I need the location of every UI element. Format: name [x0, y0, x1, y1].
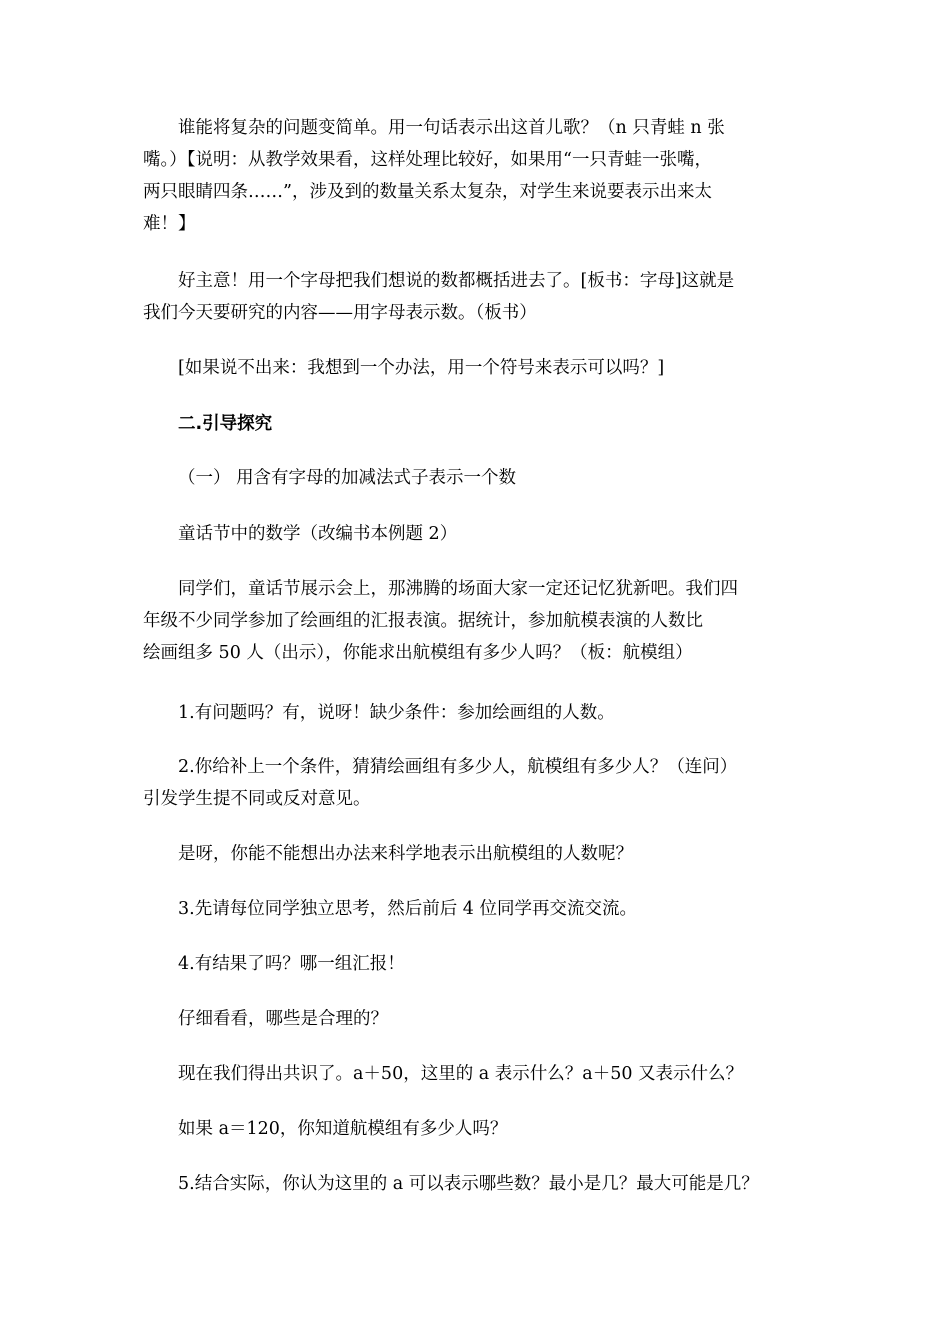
text-line: 4.有结果了吗？哪一组汇报！: [178, 954, 405, 974]
paragraph-good-idea: [143, 265, 813, 329]
text-line: 嘴。）【说明：从教学效果看，这样处理比较好，如果用“一只青蛙一张嘴，: [143, 150, 712, 170]
text-line: 年级不少同学参加了绘画组的汇报表演。据统计，参加航模表演的人数比: [143, 611, 703, 631]
text-line: 1.有问题吗？有，说呀！缺少条件：参加绘画组的人数。: [178, 703, 615, 723]
text-line: 5.结合实际，你认为这里的 a 可以表示哪些数？最小是几？最大可能是几？: [178, 1174, 759, 1194]
paragraph-if-a: [143, 1113, 813, 1145]
paragraph-step-3: [143, 893, 813, 925]
paragraph-look: [143, 1003, 813, 1035]
paragraph-consensus: [143, 1058, 813, 1090]
text-line: 难！】: [143, 214, 196, 234]
text-line: [如果说不出来：我想到一个办法，用一个符号来表示可以吗？]: [178, 358, 665, 378]
text-line: 童话节中的数学（改编书本例题 2）: [178, 524, 458, 544]
paragraph-fallback: [143, 352, 813, 384]
text-line: 仔细看看，哪些是合理的？: [178, 1009, 388, 1029]
text-line: 两只眼睛四条……”，涉及到的数量关系太复杂，对学生来说要表示出来太: [143, 182, 712, 202]
text-line: 如果 a＝120，你知道航模组有多少人吗？: [178, 1119, 508, 1139]
paragraph-question: [143, 838, 813, 870]
text-line: 3.先请每位同学独立思考，然后前后 4 位同学再交流交流。: [178, 899, 637, 919]
text-line: 2.你给补上一个条件，猜猜绘画组有多少人，航模组有多少人？（连问）: [178, 757, 738, 777]
text-line: 同学们，童话节展示会上，那沸腾的场面大家一定还记忆犹新吧。我们四: [178, 579, 738, 599]
paragraph-step-5: [143, 1168, 813, 1200]
paragraph-step-1: [143, 697, 813, 729]
paragraph-step-2: [143, 751, 813, 815]
text-line: 现在我们得出共识了。a＋50，这里的 a 表示什么？a＋50 又表示什么？: [178, 1064, 744, 1084]
paragraph-song-summary: [143, 112, 813, 240]
paragraph-step-4: [143, 948, 813, 980]
section-heading: [143, 408, 813, 440]
paragraph-story: [143, 573, 813, 669]
text-line: 是呀，你能不能想出办法来科学地表示出航模组的人数呢？: [178, 844, 633, 864]
subsection-heading: [143, 462, 813, 494]
text-line: 引发学生提不同或反对意见。: [143, 789, 371, 809]
text-line: 二.引导探究: [178, 414, 273, 434]
text-line: （一） 用含有字母的加减法式子表示一个数: [178, 468, 517, 488]
text-line: 绘画组多 50 人（出示），你能求出航模组有多少人吗？（板：航模组）: [143, 643, 693, 663]
text-line: 谁能将复杂的问题变简单。用一句话表示出这首儿歌？（n 只青蛙 n 张: [178, 118, 725, 138]
text-line: 好主意！用一个字母把我们想说的数都概括进去了。[板书：字母]这就是: [178, 271, 735, 291]
paragraph-example-title: [143, 518, 813, 550]
text-line: 我们今天要研究的内容——用字母表示数。（板书）: [143, 303, 537, 323]
